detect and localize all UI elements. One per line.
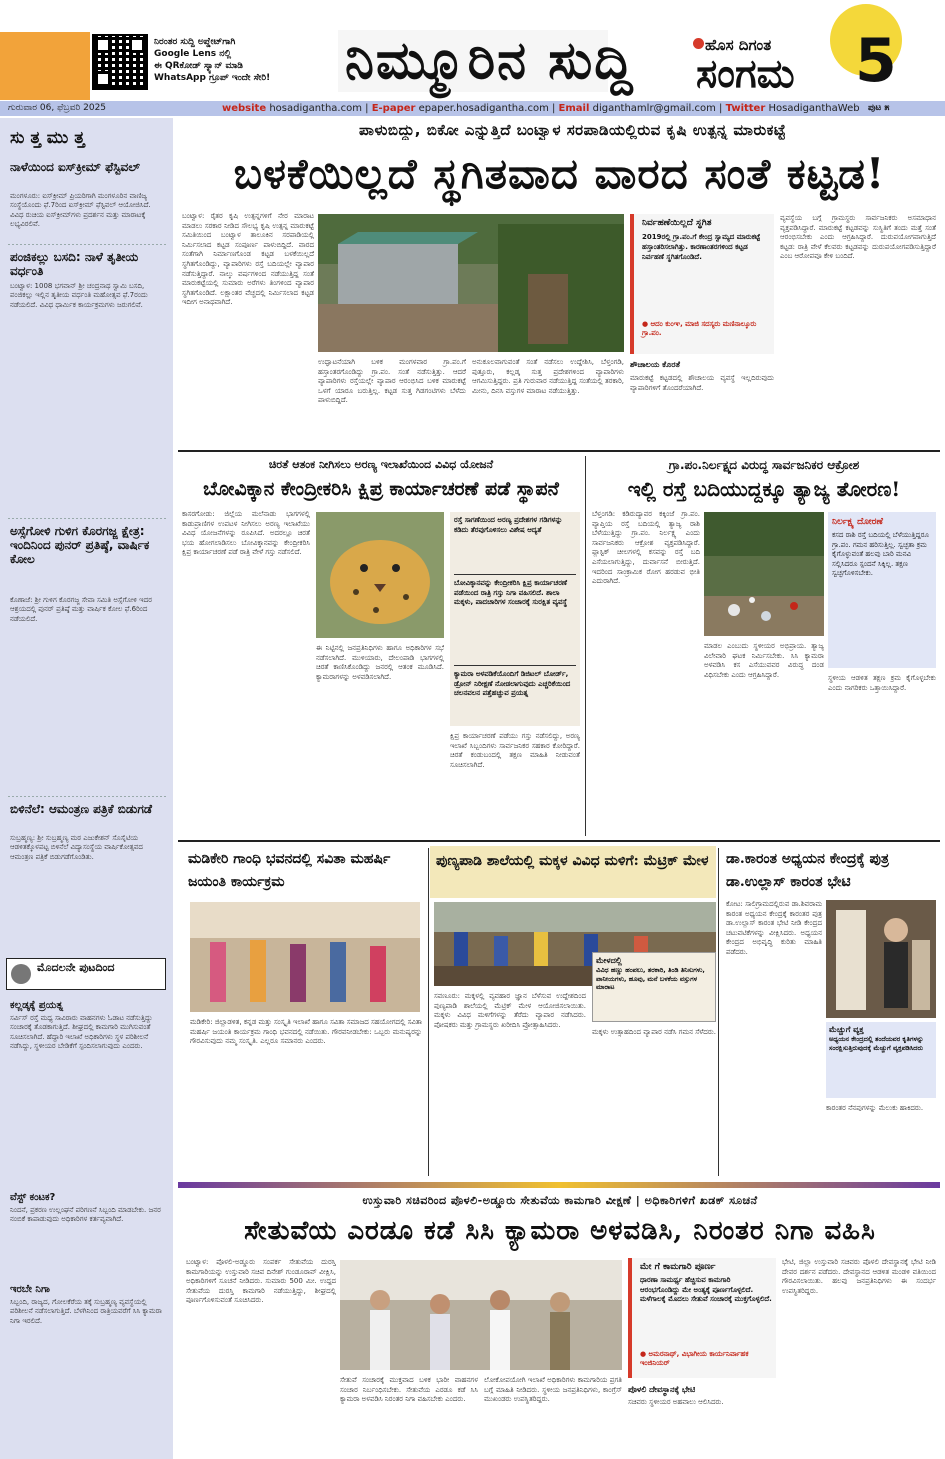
pen-icon <box>11 964 31 984</box>
gl-line-1: ನಿರಂತರ ಸುದ್ದಿ ಅಪ್ಡೇಟ್‌ಗಾಗಿ <box>154 37 236 47</box>
madikeri-headline: ಮಡಿಕೇರಿ ಗಾಂಧಿ ಭವನದಲ್ಲಿ ಸವಿತಾ ಮಹರ್ಷಿ ಜಯಂತಿ ಕಾರ್ಯಕ್ರಮ <box>188 851 391 890</box>
lead-kicker: ಪಾಳುಬಿದ್ದು, ಬಿಕೋ ಎನ್ನುತ್ತಿದೆ ಬಂಟ್ವಾಳ ಸರಪಾಡಿಯಲ್ಲಿರುವ ಕೃಷಿ ಉತ್ಪನ್ನ ಮಾರುಕಟ್ಟೆ <box>359 121 786 139</box>
toran-box-title: ನಿರ್ಲಕ್ಷ್ಯ ದೋರಣೆ <box>832 517 883 527</box>
bridge-headline: ಸೇತುವೆಯ ಎರಡೂ ಕಡೆ ಸಿಸಿ ಕ್ಯಾಮರಾ ಅಳವಡಿಸಿ, ನಿರಂತರ ನಿಗಾ ವಹಿಸಿ <box>244 1216 876 1246</box>
karanth-body-col2: ಕಾರಂತರ ನೆನಪುಗಳನ್ನು ಮೆಲುಕು ಹಾಕಿದರು. <box>826 1104 924 1112</box>
gl-line-4: WhatsApp ಗ್ರೂಪ್ ಇಂದೇ ಸೇರಿ! <box>154 73 271 83</box>
orange-accent-bar <box>0 32 90 100</box>
column-rule <box>585 456 586 836</box>
continued-text: ಸಿಬ್ಬಂದಿ, ರಾಜ್ಯದ, ಗೋಲಕೆರೆಯ ತಕ್ಕೆ ಸುಬ್ರಹ್ಮಣ್ಯ ವ್ಯವಸ್ಥೆಯಲ್ಲಿ ಪರಿಶೀಲನೆ ನಡೆಸಲಾಗುತ್ತಿದೆ. ಬೆಳಗಿನಿಂದ ರಾತ್ರಿಯವರೆಗೆ ಸಿಸಿ ಕ್ಯಾಮರಾ ನಿಗಾ ಇರಲಿದೆ. <box>10 1298 162 1325</box>
bridge-body-col2: ಸೇತುವೆ ಸಂಚಾರಕ್ಕೆ ಮುಕ್ತವಾದ ಬಳಿಕ ಭಾರೀ ವಾಹನಗಳ ಸಂಚಾರ ನಿರ್ಬಂಧಿಸಬೇಕು. ಸೇತುವೆಯ ಎರಡೂ ಕಡೆ ಸಿಸಿ ಕ್ಯಾಮರಾ ಅಳವಡಿಸಿ ನಿರಂತರ ನಿಗಾ ವಹಿಸಬೇಕು ಎಂದರು. <box>340 1376 478 1404</box>
website-label: website <box>222 103 267 114</box>
email-link[interactable]: diganthamlr@gmail.com <box>592 103 716 114</box>
lead-body-col5: ವ್ಯವಸ್ಥೆಯ ಬಗ್ಗೆ ಗ್ರಾಮಸ್ಥರು ಸಾರ್ವಜನಿಕರು ಅಸಮಾಧಾನ ವ್ಯಕ್ತಪಡಿಸಿದ್ದಾರೆ. ಮಾರುಕಟ್ಟೆ ಕಟ್ಟಡವನ್ನು ಸುಸ್ಥಿತಿಗೆ ತಂದು ಮತ್ತೆ ಸಂತೆ ಆರಂಭಿಸಬೇಕು ಎಂದು ಆಗ್ರಹಿಸಿದ್ದಾರೆ. ದುರುಪಯೋಗವಾಗುತ್ತಿದೆ ಕಟ್ಟಡ: ರಾತ್ರಿ ವೇಳೆ ಕೆಲವರು ಕಟ್ಟಡವನ್ನು ದುರುಪಯೋಗಪಡಿಸುತ್ತಿದ್ದಾರೆ ಎಂಬ ಆರೋಪವೂ ಕೇಳಿ ಬಂದಿದೆ. <box>780 214 936 261</box>
bullet-divider <box>454 574 576 575</box>
punyapadi-headline: ಪುಣ್ಯಪಾಡಿ ಶಾಲೆಯಲ್ಲಿ ಮಕ್ಕಳ ವಿವಿಧ ಮಳಿಗೆ: ಮೆಟ್ರಿಕ್ ಮೇಳ <box>436 853 709 869</box>
twitter-label: Twitter <box>725 103 766 114</box>
bridge-kicker: ಉಸ್ತುವಾರಿ ಸಚಿವರಿಂದ ಪೊಳಲಿ-ಅಡ್ಡೂರು ಸೇತುವೆಯ ಕಾಮಗಾರಿ ವೀಕ್ಷಣೆ | ಅಧಿಕಾರಿಗಳಿಗೆ ಖಡಕ್ ಸೂಚನೆ <box>362 1194 758 1207</box>
brand-sangama: ಸಂಗಮ <box>696 50 795 97</box>
bullet-divider <box>454 665 576 666</box>
lead-headline: ಬಳಕೆಯಿಲ್ಲದೆ ಸ್ಥಗಿತವಾದ ವಾರದ ಸಂತೆ ಕಟ್ಟಡ! <box>233 149 886 198</box>
leopard-headline: ಬೋವಿಕ್ಕಾನ ಕೇಂದ್ರೀಕರಿಸಿ ಕ್ಷಿಪ್ರ ಕಾರ್ಯಾಚರಣೆ ಪಡೆ ಸ್ಥಾಪನೆ <box>203 478 559 500</box>
continued-text: ನಿಂದನೆ, ಪ್ರಕರಣ ಉಲ್ಲಂಘನೆ ಪರಿಗಣನೆ ಸಿಬ್ಬಂದಿ ಮಾಡಬೇಕು. ಜನರ ನಂಬಿಕೆ ಕಾಪಾಡುವುದು ಅಧಿಕಾರಿಗಳ ಕರ್ತವ್ಯವಾಗಿದೆ. <box>10 1206 161 1224</box>
brand-hosadigantha: ಹೊಸ ದಿಗಂತ <box>705 36 772 54</box>
leopard-body-col1: ಕಾಸರಗೋಡು: ಜಿಲ್ಲೆಯ ಮಲೆನಾಡು ಭಾಗಗಳಲ್ಲಿ ಕಾಡುಪ್ರಾಣಿಗಳ ಉಪಟಳ ನೀಗಿಸಲು ಅರಣ್ಯ ಇಲಾಖೆಯು ವಿವಿಧ ಯೋಜನೆಗಳನ್ನು ರೂಪಿಸಿದೆ. ಅದರಲ್ಲೂ ಚಿರತೆ ಭಯ ಹೋಗಲಾಡಿಸಲು ಬೋವಿಕ್ಕಾನವನ್ನು ಕೇಂದ್ರೀಕರಿಸಿ ಕ್ಷಿಪ್ರ ಕಾರ್ಯಾಚರಣೆ ಪಡೆ ರಾತ್ರಿ ವೇಳೆ ಗಸ್ತು ನಡೆಸಲಿದೆ. <box>182 510 310 557</box>
bridge-note-title: ಮೇ ಗೆ ಕಾಮಗಾರಿ ಪೂರ್ಣ <box>640 1262 716 1272</box>
gl-line-3: ಈ QRಕೋಡ್ ಸ್ಕ್ಯಾನ್ ಮಾಡಿ <box>154 61 243 71</box>
karanth-photo <box>826 900 936 1018</box>
section-divider <box>178 450 940 452</box>
bridge-note-signature: ● ಅಮರನಾಥ್, ವಿಭಾಗೀಯ ಕಾರ್ಯನಿರ್ವಾಹಕ ಇಂಜಿನಿಯರ್ <box>640 1350 749 1367</box>
note-text: 2019ರಲ್ಲಿ ಗ್ರಾ.ಪಂ.ಗೆ ಕೇಂದ್ರ ಸ್ವಾಮ್ಯದ ಮಾರುಕಟ್ಟೆ ಹಸ್ತಾಂತರಿಸಲಾಗಿತ್ತು. ಕಾರಣಾಂತರಗಳಿಂದ ಕಟ್ಟಡ ನಿರ್ವಹಣೆ ಸ್ಥಗಿತಗೊಂಡಿದೆ. <box>642 233 761 261</box>
divider <box>8 796 168 797</box>
brief-headline: ನಾಳೆಯಿಂದ ಐಸ್‌ಕ್ರೀಮ್ ಫೆಸ್ಟಿವಲ್ <box>10 160 140 174</box>
contact-line: website hosadigantha.com | E-paper epaper.hosadigantha.com | Email diganthamlr@gmail.com | Twitter HosadiganthaWeb <box>222 103 860 114</box>
note-title: ನಿರ್ವಹಣೆಯಿಲ್ಲದೆ ಸ್ಥಗಿತ <box>642 218 712 228</box>
toran-body-col3: ಸ್ಥಳೀಯ ಆಡಳಿತ ತಕ್ಷಣ ಕ್ರಮ ಕೈಗೊಳ್ಳಬೇಕು ಎಂದು ನಾಗರಿಕರು ಒತ್ತಾಯಿಸಿದ್ದಾರೆ. <box>828 674 936 692</box>
lead-note-box <box>630 214 774 354</box>
waste-photo <box>704 512 824 636</box>
leopard-body-col3: ಕ್ಷಿಪ್ರ ಕಾರ್ಯಾಚರಣೆ ಪಡೆಯು ಗಸ್ತು ನಡೆಸಲಿದ್ದು, ಅರಣ್ಯ ಇಲಾಖೆ ಸಿಬ್ಬಂದಿಗಳು ಸಾರ್ವಜನಿಕರ ಸಹಕಾರ ಕೋರಿದ್ದಾರೆ. ಚಿರತೆ ಕಂಡುಬಂದಲ್ಲಿ ತಕ್ಷಣ ಮಾಹಿತಿ ನೀಡುವಂತೆ ಸೂಚಿಸಲಾಗಿದೆ. <box>450 732 580 769</box>
decorative-band <box>178 1182 940 1188</box>
brief-headline: ಪಂಜಿಕಲ್ಲು ಬಸದಿ: ನಾಳೆ ತೃತೀಯ ವರ್ಧಂತಿ <box>10 250 139 278</box>
lead-body-col4: ಮಾರುಕಟ್ಟೆ ಕಟ್ಟಡದಲ್ಲಿ ಶೌಚಾಲಯ ವ್ಯವಸ್ಥೆ ಇಲ್ಲದಿರುವುದು ವ್ಯಾಪಾರಿಗಳಿಗೆ ತೊಂದರೆಯಾಗಿದೆ. <box>630 374 774 392</box>
brand-logo-icon <box>693 38 704 49</box>
note-signature: ● ಆದಂ ಕುಂಞ, ಮಾಜಿ ಸದಸ್ಯರು ಮಣಿನಾಲ್ಕೂರು ಗ್ರಾ.ಪಂ. <box>642 320 757 337</box>
karanth-box <box>826 1022 936 1098</box>
punyapadi-box-title: ಮೇಳದಲ್ಲಿ <box>596 956 622 965</box>
brief-text: ಸುಬ್ರಹ್ಮಣ್ಯ: ಶ್ರೀ ಸುಬ್ರಹ್ಮಣ್ಯ ಮಠ ಎಜುಕೇಶನ್ ಸೊಸೈಟಿಯ ಆಡಳಿತಕ್ಕೊಳಪಟ್ಟ ಬಿಳಿನೆಲೆ ವಿದ್ಯಾಸಂಸ್ಥೆಯ ವಾರ್ಷಿಕೋತ್ಸವದ ಆಮಂತ್ರಣ ಪತ್ರಿಕೆ ಬಿಡುಗಡೆಗೊಂಡಿತು. <box>10 834 143 861</box>
lead-body-col2: ಉದ್ಘಾಟನೆಯಾಗಿ ಬಳಿಕ ಮಂಗಳವಾರ ಗ್ರಾ.ಪಂ.ಗೆ ಹಸ್ತಾಂತರಗೊಂಡಿದ್ದು ಗ್ರಾ.ಪಂ. ಸಂತೆ ನಡೆಸುತ್ತಿತ್ತು. ಆದರೆ ವ್ಯಾಪಾರಿಗಳು ರಸ್ತೆಯಲ್ಲೇ ವ್ಯಾಪಾರ ಆರಂಭಿಸಿದ ಬಳಿಕ ಮಾರುಕಟ್ಟೆ ಒಳಗೆ ಯಾರೂ ಬರುತ್ತಿಲ್ಲ. ಕಟ್ಟಡ ಸುತ್ತ ಗಿಡಗಂಟಿಗಳು ಬೆಳೆದು ಪಾಳುಬಿದ್ದಿದೆ. <box>318 358 466 405</box>
toran-body-col2: ಮಾಡಲ ಎಂಬುದು ಸ್ಥಳೀಯರ ಅಭಿಪ್ರಾಯ. ತ್ಯಾಜ್ಯ ವಿಲೇವಾರಿ ಘಟಕ ನಿರ್ಮಿಸಬೇಕು. ಸಿಸಿ ಕ್ಯಾಮರಾ ಅಳವಡಿಸಿ ಕಸ ಎಸೆಯುವವರ ವಿರುದ್ಧ ದಂಡ ವಿಧಿಸಬೇಕು ಎಂದು ಆಗ್ರಹಿಸಿದ್ದಾರೆ. <box>704 642 824 679</box>
suttamutta-logo: ಸು ತ್ತ ಮು ತ್ತ <box>10 128 85 148</box>
madikeri-body: ಮಡಿಕೇರಿ: ಜಿಲ್ಲಾಡಳಿತ, ಕನ್ನಡ ಮತ್ತು ಸಂಸ್ಕೃತಿ ಇಲಾಖೆ ಹಾಗೂ ಸವಿತಾ ಸಮಾಜದ ಸಹಯೋಗದಲ್ಲಿ ಸವಿತಾ ಮಹರ್ಷಿ ಜಯಂತಿ ಕಾರ್ಯಕ್ರಮ ಗಾಂಧಿ ಭವನದಲ್ಲಿ ನಡೆಯಿತು. ಗೌರವನೀಡಬೇಕು: ಒಬ್ಬರು ಮನುಷ್ಯರನ್ನು ಗೌರವಿಸುವುದು ನಮ್ಮ ಸಂಸ್ಕೃತಿ. ಎಲ್ಲರೂ ಸಮಾನರು ಎಂದರು. <box>190 1018 422 1046</box>
column-rule <box>718 848 719 1176</box>
karanth-art <box>826 900 936 1018</box>
karanth-body: ಕೋಟ: ಸಾಲಿಗ್ರಾಮದಲ್ಲಿರುವ ಡಾ.ಶಿವರಾಮ ಕಾರಂತ ಅಧ್ಯಯನ ಕೇಂದ್ರಕ್ಕೆ ಕಾರಂತರ ಪುತ್ರ ಡಾ.ಉಲ್ಲಾಸ್ ಕಾರಂತ ಭೇಟಿ ನೀಡಿ ಕೇಂದ್ರದ ಚಟುವಟಿಕೆಗಳನ್ನು ವೀಕ್ಷಿಸಿದರು. ಅಧ್ಯಯನ ಕೇಂದ್ರದ ಅಭಿವೃದ್ಧಿ ಕುರಿತು ಮಾಹಿತಿ ಪಡೆದರು. <box>726 900 822 956</box>
bridge-subhead: ಪೊಳಲಿ ದೇವಸ್ಥಾನಕ್ಕೆ ಭೇಟಿ <box>628 1385 696 1394</box>
bridge-art <box>340 1260 622 1370</box>
lead-subhead: ಶೌಚಾಲಯ ಕೊರತೆ <box>630 360 681 369</box>
bridge-body-col5: ಭೇಟಿ, ಜಿಲ್ಲಾ ಉಸ್ತುವಾರಿ ಸಚಿವರು ಪೊಳಲಿ ದೇವಸ್ಥಾನಕ್ಕೆ ಭೇಟಿ ನೀಡಿ ದೇವರ ದರ್ಶನ ಪಡೆದರು. ದೇವಸ್ಥಾನದ ಆಡಳಿತ ಮಂಡಳಿ ವತಿಯಿಂದ ಗೌರವಿಸಲಾಯಿತು. ಹಲವು ಜನಪ್ರತಿನಿಧಿಗಳು ಈ ಸಂದರ್ಭ ಉಪಸ್ಥಿತರಿದ್ದರು. <box>782 1258 936 1295</box>
leopard-photo <box>316 512 444 638</box>
first-page-logo-box <box>6 958 166 990</box>
section-divider <box>178 840 940 842</box>
email-label: Email <box>558 103 590 114</box>
brief-text: ಮಂಗಳೂರು: ಐಸ್‌ಕ್ರೀಮ್ ಪ್ರಿಯರಿಗಾಗಿ ಮಂಗಳೂರಿನ ವಾಣಿಜ್ಯ ಸಂಸ್ಥೆಯೊಂದು ಫೆ.7ರಿಂದ ಐಸ್‌ಕ್ರೀಮ್ ಫೆಸ್ಟಿವಲ್ ಆಯೋಜಿಸಿದೆ. ವಿವಿಧ ರುಚಿಯ ಐಸ್‌ಕ್ರೀಮ್‌ಗಳು ಪ್ರದರ್ಶನ ಮತ್ತು ಮಾರಾಟಕ್ಕೆ ಲಭ್ಯವಿರಲಿವೆ. <box>10 192 151 228</box>
paper-title: ನಿಮ್ಮೂರಿನ ಸುದ್ದಿ <box>345 30 635 91</box>
toran-headline: ಇಲ್ಲಿ ರಸ್ತೆ ಬದಿಯುದ್ದಕ್ಕೂ ತ್ಯಾಜ್ಯ ತೋರಣ! <box>627 477 901 501</box>
karanth-box-title: ಮೆಚ್ಚುಗೆ ವ್ಯಕ್ತ <box>829 1025 864 1034</box>
google-lens-note <box>154 36 334 84</box>
divider <box>8 244 168 245</box>
bullet-item: ರಸ್ತೆ ಸಾಗಣೆಯಿಂದ ಅರಣ್ಯ ಪ್ರದೇಶಗಳ ಗಡಿಗಳನ್ನು ಕಡಿದು ತೆರವುಗೊಳಿಸಲು ವಿಶೇಷ ಆದ್ಯತೆ <box>454 516 563 534</box>
bullet-item: ಬೋವಿಕ್ಕಾನವನ್ನು ಕೇಂದ್ರೀಕರಿಸಿ ಕ್ಷಿಪ್ರ ಕಾರ್ಯಾಚರಣೆ ಪಡೆಯಿಂದ ರಾತ್ರಿ ಗಸ್ತು ನಿಗಾ ವಹಿಸಲಿದೆ. ಶಾಲಾ ಮಕ್ಕಳು, ಪಾದಚಾರಿಗಳ ಸಂಚಾರಕ್ಕೆ ಸುರಕ್ಷಿತ ವ್ಯವಸ್ಥೆ <box>454 579 568 606</box>
page-tag: ಪುಟ ೫ <box>868 103 890 113</box>
karanth-box-text: ಅಧ್ಯಯನ ಕೇಂದ್ರದಲ್ಲಿ ತಂದೆಯವರ ಕೃತಿಗಳನ್ನು ಸಂರಕ್ಷಿಸುತ್ತಿರುವುದಕ್ಕೆ ಮೆಚ್ಚುಗೆ ವ್ಯಕ್ತಪಡಿಸಿದರು <box>829 1035 924 1052</box>
continued-text: ಸರ್ವಿಸ್ ರಸ್ತೆ ಮಧ್ಯ ಸಾವಿರಾರು ವಾಹನಗಳು ಓಡಾಟ ನಡೆಸುತ್ತಿದ್ದು ಸಂಚಾರಕ್ಕೆ ತೊಡಕಾಗುತ್ತಿದೆ. ಶೀಘ್ರದಲ್ಲಿ ಕಾಮಗಾರಿ ಮುಗಿಸುವಂತೆ ಸೂಚಿಸಲಾಗಿದೆ. ಹೆದ್ದಾರಿ ಇಲಾಖೆ ಅಧಿಕಾರಿಗಳು ಸ್ಥಳ ಪರಿಶೀಲನೆ ನಡೆಸಿದ್ದು, ಸ್ಥಳೀಯರ ಬೇಡಿಕೆಗೆ ಸ್ಪಂದಿಸಲಾಗುವುದು ಎಂದರು. <box>10 1014 153 1050</box>
punyapadi-box-text: ವಿವಿಧ ಹಣ್ಣು ಹಂಪಲು, ತರಕಾರಿ, ತಿಂಡಿ ತಿನಿಸುಗಳು, ಪಾನೀಯಗಳು, ಹೂವು, ಮನೆ ಬಳಕೆಯ ವಸ್ತುಗಳ ಮಾರಾಟ <box>596 966 705 992</box>
punyapadi-body-col2: ಮಕ್ಕಳು ಉತ್ಸಾಹದಿಂದ ವ್ಯಾಪಾರ ನಡೆಸಿ ಗಮನ ಸೆಳೆದರು. <box>592 1028 716 1036</box>
toran-kicker: ಗ್ರಾ.ಪಂ.ನಿರ್ಲಕ್ಷ್ಯದ ವಿರುದ್ಧ ಸಾರ್ವಜನಿಕರ ಆಕ್ರೋಶ <box>668 458 860 472</box>
epaper-label: E-paper <box>371 103 416 114</box>
leopard-kicker: ಚಿರತೆ ಆತಂಕ ನೀಗಿಸಲು ಅರಣ್ಯ ಇಲಾಖೆಯಿಂದ ವಿವಿಧ ಯೋಜನೆ <box>268 458 494 471</box>
toran-body-col1: ಬೆಳ್ತಂಗಡಿ: ಕಡಿರುದ್ಯಾವರ ಕಕ್ಕಿಂಜೆ ಗ್ರಾ.ಪಂ. ವ್ಯಾಪ್ತಿಯ ರಸ್ತೆ ಬದಿಯಲ್ಲಿ ತ್ಯಾಜ್ಯ ರಾಶಿ ಬೆಳೆಯುತ್ತಿದ್ದು ಗ್ರಾ.ಪಂ. ನಿರ್ಲಕ್ಷ್ಯ ಎಂದು ಸಾರ್ವಜನಿಕರು ಆಕ್ರೋಶ ವ್ಯಕ್ತಪಡಿಸಿದ್ದಾರೆ. ಪ್ಲಾಸ್ಟಿಕ್ ಚೀಲಗಳಲ್ಲಿ ಕಸವನ್ನು ರಸ್ತೆ ಬದಿ ಎಸೆಯಲಾಗುತ್ತಿದ್ದು, ದುರ್ವಾಸನೆ ಬೀರುತ್ತಿದೆ. ಇದರಿಂದ ಸಾಂಕ್ರಾಮಿಕ ರೋಗ ಹರಡುವ ಭೀತಿ ಎದುರಾಗಿದೆ. <box>592 510 700 586</box>
bridge-body-col1: ಬಂಟ್ವಾಳ: ಪೊಳಲಿ-ಅಡ್ಡೂರು ಸಂಪರ್ಕ ಸೇತುವೆಯ ದುರಸ್ತಿ ಕಾಮಗಾರಿಯನ್ನು ಉಸ್ತುವಾರಿ ಸಚಿವ ದಿನೇಶ್ ಗುಂಡೂರಾವ್ ವೀಕ್ಷಿಸಿ, ಅಧಿಕಾರಿಗಳಿಗೆ ಸೂಚನೆ ನೀಡಿದರು. ಸುಮಾರು 500 ಮೀ. ಉದ್ದದ ಸೇತುವೆಯ ದುರಸ್ತಿ ಕಾಮಗಾರಿ ನಡೆಯುತ್ತಿದ್ದು, ಶೀಘ್ರದಲ್ಲಿ ಪೂರ್ಣಗೊಳಿಸುವಂತೆ ಸೂಚಿಸಿದರು. <box>186 1258 336 1305</box>
lead-body-col3: ಅನುಕೂಲವಾಗುವಂತೆ ಸಂತೆ ನಡೆಸಲು ಉದ್ದೇಶಿಸಿ, ಬೆಳ್ತಂಗಡಿ, ಪುತ್ತೂರು, ಕಲ್ಲಡ್ಕ ಸುತ್ತ ಪ್ರದೇಶಗಳಿಂದ ವ್ಯಾಪಾರಿಗಳು ಆಗಮಿಸುತ್ತಿದ್ದರು. ಪ್ರತಿ ಗುರುವಾರ ನಡೆಯುತ್ತಿದ್ದ ಸಂತೆಯಲ್ಲಿ ತರಕಾರಿ, ಮೀನು, ದಿನಸಿ ವಸ್ತುಗಳ ಮಾರಾಟ ನಡೆಯುತ್ತಿತ್ತು. <box>472 358 624 395</box>
twitter-link[interactable]: HosadiganthaWeb <box>768 103 860 114</box>
bridge-body-col4: ಸಚಿವರು ಸ್ಥಳೀಯರ ಅಹವಾಲು ಆಲಿಸಿದರು. <box>628 1398 724 1406</box>
continued-headline: ವೆಸ್ಟ್ ಕಂಟಕ? <box>10 1192 56 1203</box>
brief-text: ಕೊಣಾಜೆ: ಶ್ರೀ ಗುಳಿಗ ಕೊರಗಜ್ಜ ಸೇವಾ ಸಮಿತಿ ಅಸ್ಸೆಗೋಳಿ ಇದರ ಆಶ್ರಯದಲ್ಲಿ ಪುನರ್ ಪ್ರತಿಷ್ಠೆ ಮತ್ತು ವಾರ್ಷಿಕ ಕೋಲ ಫೆ.6ರಿಂದ ನಡೆಯಲಿದೆ. <box>10 596 152 623</box>
brief-headline: ಬಿಳಿನೆಲೆ: ಆಮಂತ್ರಣ ಪತ್ರಿಕೆ ಬಿಡುಗಡೆ <box>10 802 152 816</box>
continued-headline: ಇರಬೇ ನಿಗಾ <box>10 1284 50 1295</box>
first-page-logo: ಮೊದಲನೇ ಪುಟದಿಂದ <box>37 961 115 974</box>
toran-box-text: ಕಸದ ರಾಶಿ ರಸ್ತೆ ಬದಿಯಲ್ಲಿ ಬೆಳೆಯುತ್ತಿದ್ದರೂ ಗ್ರಾ.ಪಂ. ಗಮನ ಹರಿಸುತ್ತಿಲ್ಲ. ಸ್ವಚ್ಛತಾ ಕ್ರಮ ಕೈಗೊಳ್ಳುವಂತೆ ಹಲವು ಬಾರಿ ಮನವಿ ಸಲ್ಲಿಸಿದರೂ ಸ್ಪಂದನೆ ಸಿಕ್ಕಿಲ್ಲ. ತಕ್ಷಣ ಸ್ವಚ್ಛಗೊಳಿಸಬೇಕು. <box>832 531 929 578</box>
continued-headline: ಕಲ್ಲಡ್ಕಕ್ಕೆ ಪ್ರಯತ್ನ <box>10 1000 64 1011</box>
market-photo-art <box>318 214 624 352</box>
issue-date: ಗುರುವಾರ 06, ಫೆಬ್ರವರಿ 2025 <box>8 103 107 113</box>
madikeri-art <box>190 902 420 1012</box>
punyapadi-box <box>592 952 716 1022</box>
website-link[interactable]: hosadigantha.com <box>269 103 362 114</box>
karanth-headline: ಡಾ.ಕಾರಂತ ಅಧ್ಯಯನ ಕೇಂದ್ರಕ್ಕೆ ಪುತ್ರ ಡಾ.ಉಲ್ಲಾಸ್ ಕಾರಂತ ಭೇಟಿ <box>726 851 889 890</box>
lead-body-col1: ಬಂಟ್ವಾಳ: ರೈತರ ಕೃಷಿ ಉತ್ಪನ್ನಗಳಿಗೆ ನೇರ ಮಾರಾಟ ಮಾಡಲು ಸರಕಾರ ನೀಡಿದ ಸೌಲಭ್ಯ ಕೃಷಿ ಉತ್ಪನ್ನ ಮಾರುಕಟ್ಟೆ ಸಮಿತಿಯಿಂದ ಬಂಟ್ವಾಳ ತಾಲೂಕಿನ ಸರಪಾಡಿಯಲ್ಲಿ ನಿರ್ಮಿಸಲಾದ ಕಟ್ಟಡ ಸಂಪೂರ್ಣ ಪಾಳುಬಿದ್ದಿದೆ. ವಾರದ ಸಂತೆಗಾಗಿ ನಿರ್ಮಾಣಗೊಂಡ ಕಟ್ಟಡ ಬಳಕೆಯಿಲ್ಲದೆ ಸ್ಥಗಿತಗೊಂಡಿದ್ದು, ವ್ಯಾಪಾರಿಗಳು ರಸ್ತೆ ಬದಿಯಲ್ಲೇ ವ್ಯಾಪಾರ ನಡೆಸುತ್ತಿದ್ದಾರೆ. ನಾಲ್ಕು ವರ್ಷಗಳಿಂದ ನಡೆಯುತ್ತಿದ್ದ ಸಂತೆ ಮಾರುಕಟ್ಟೆಯಲ್ಲಿ ಸುಮಾರು ಅರೆಗಳು ತಿಂಗಳಿಂದ ವ್ಯಾಪಾರ ಸ್ಥಗಿತಗೊಂಡಿದೆ. ಲಕ್ಷಾಂತರ ವೆಚ್ಚದಲ್ಲಿ ನಿರ್ಮಿಸಲಾದ ಕಟ್ಟಡ ಇದೀಗ ಅನಾಥವಾಗಿದೆ. <box>182 212 314 307</box>
waste-art <box>704 512 824 636</box>
bridge-note-box <box>628 1258 776 1378</box>
madikeri-photo <box>190 902 420 1012</box>
leopard-art <box>316 512 444 638</box>
divider <box>8 518 168 519</box>
punyapadi-body: ಸವಣೂರು: ಮಕ್ಕಳಲ್ಲಿ ವ್ಯವಹಾರ ಜ್ಞಾನ ಬೆಳೆಸುವ ಉದ್ದೇಶದಿಂದ ಪುಣ್ಯಪಾಡಿ ಶಾಲೆಯಲ್ಲಿ ಮೆಟ್ರಿಕ್ ಮೇಳ ಆಯೋಜಿಸಲಾಯಿತು. ಮಕ್ಕಳು ವಿವಿಧ ಮಳಿಗೆಗಳನ್ನು ತೆರೆದು ವ್ಯಾಪಾರ ನಡೆಸಿದರು. ಪೋಷಕರು ಮತ್ತು ಗ್ರಾಮಸ್ಥರು ಖರೀದಿಸಿ ಪ್ರೋತ್ಸಾಹಿಸಿದರು. <box>434 992 586 1029</box>
market-photo <box>318 214 624 352</box>
leopard-body-col2: ಈ ನಿಟ್ಟಿನಲ್ಲಿ ಜನಪ್ರತಿನಿಧಿಗಳು ಹಾಗೂ ಅಧಿಕಾರಿಗಳ ಸಭೆ ನಡೆಸಲಾಗಿದೆ. ಮುಳಿಯಾರು, ದೇಲಂಪಾಡಿ ಭಾಗಗಳಲ್ಲಿ ಚಿರತೆ ಕಾಣಿಸಿಕೊಂಡಿದ್ದು ಜನರಲ್ಲಿ ಆತಂಕ ಮೂಡಿಸಿದೆ. ಕ್ಯಾಮರಾಗಳನ್ನು ಅಳವಡಿಸಲಾಗಿದೆ. <box>316 644 444 681</box>
gl-line-2: Google Lens ನಲ್ಲಿ <box>154 49 232 59</box>
column-rule <box>428 848 429 1176</box>
bridge-photo <box>340 1260 622 1370</box>
bridge-note-text: ಧಾರಣಾ ಸಾಮರ್ಥ್ಯ ಹೆಚ್ಚಿಸುವ ಕಾಮಗಾರಿ ಆರಂಭಗೊಂಡಿದ್ದು ಮೇ ಅಂತ್ಯಕ್ಕೆ ಪೂರ್ಣಗೊಳ್ಳಲಿದೆ. ಮಳೆಗಾಲಕ್ಕೆ ಮೊದಲು ಸೇತುವೆ ಸಂಚಾರಕ್ಕೆ ಮುಕ್ತಗೊಳ್ಳಲಿದೆ. <box>640 1276 772 1304</box>
brief-headline: ಅಸ್ಸೆಗೋಳಿ ಗುಳಿಗ ಕೊರಗಜ್ಜ ಕ್ಷೇತ್ರ: ಇಂದಿನಿಂದ ಪುನರ್ ಪ್ರತಿಷ್ಠೆ, ವಾರ್ಷಿಕ ಕೋಲ <box>10 524 150 566</box>
qr-code-icon[interactable] <box>92 34 148 90</box>
brief-text: ಬಂಟ್ವಾಳ: 1008 ಭಗವಾನ್ ಶ್ರೀ ಚಂದ್ರನಾಥ ಸ್ವಾಮಿ ಬಸದಿ, ಪಂಜಿಕಲ್ಲು ಇಲ್ಲಿನ ತೃತೀಯ ವರ್ಧಂತಿ ಮಹೋತ್ಸವ ಫೆ.7ರಂದು ನಡೆಯಲಿದೆ. ವಿವಿಧ ಧಾರ್ಮಿಕ ಕಾರ್ಯಕ್ರಮಗಳು ಜರುಗಲಿವೆ. <box>10 282 148 309</box>
epaper-link[interactable]: epaper.hosadigantha.com <box>418 103 549 114</box>
leopard-bullet-box <box>450 512 580 726</box>
toran-box <box>828 512 936 668</box>
bullet-item: ಕ್ಯಾಮರಾ ಅಳವಡಿಕೆಯೊಂದಿಗೆ ಡಿಜಿಟಲ್ ಬೋರ್ಡ್, ಡ್ರೋನ್ ನಿರೀಕ್ಷಣೆ ನೋಡಲಾಗುವುದು ಎಚ್ಚರಿಕೆಯಿಂದ ಚಲನವಲನ ಪತ್ತೆಹಚ್ಚುವ ಪ್ರಯತ್ನ <box>454 670 571 697</box>
page-number: 5 <box>855 26 897 96</box>
bridge-body-col3: ಲೋಕೋಪಯೋಗಿ ಇಲಾಖೆ ಅಧಿಕಾರಿಗಳು ಕಾಮಗಾರಿಯ ಪ್ರಗತಿ ಬಗ್ಗೆ ಮಾಹಿತಿ ನೀಡಿದರು. ಸ್ಥಳೀಯ ಜನಪ್ರತಿನಿಧಿಗಳು, ಕಾಂಗ್ರೆಸ್ ಮುಖಂಡರು ಉಪಸ್ಥಿತರಿದ್ದರು. <box>484 1376 622 1404</box>
